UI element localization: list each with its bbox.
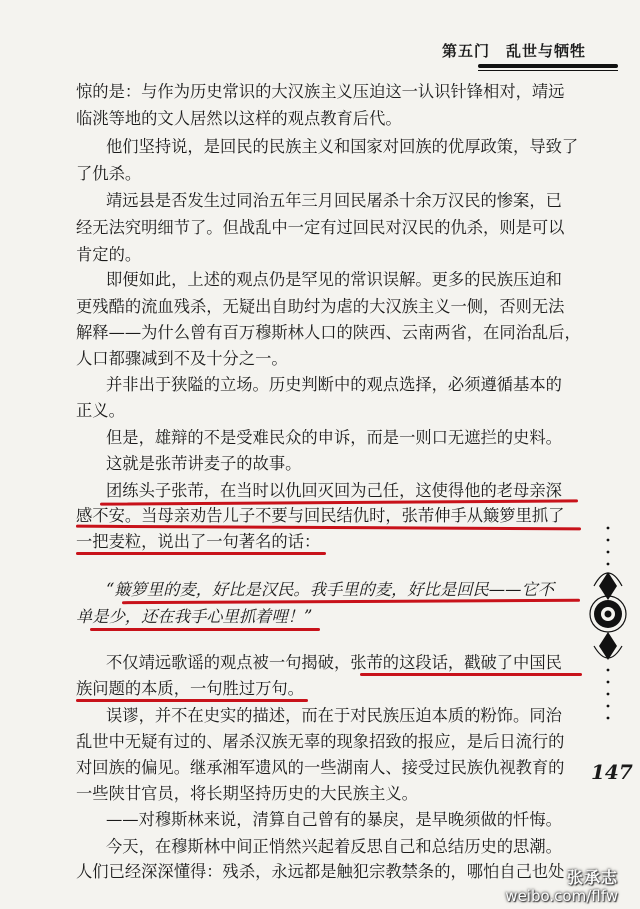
- text-line: 一些陕甘官员，将长期坚持历史的大民族主义。: [76, 784, 418, 803]
- text-line: 解释——为什么曾有百万穆斯林人口的陕西、云南两省，在同治乱后，: [76, 323, 581, 342]
- watermark: [505, 868, 618, 906]
- text-line: 正义。: [76, 401, 125, 420]
- quote-line: “簸箩里的麦，好比是汉民。我手里的麦，好比是回民——它不: [106, 580, 554, 599]
- text-line: 肯定的。: [76, 245, 142, 264]
- text-line: 乱世中无疑有过的、屠杀汉族无辜的现象招致的报应，是后日流行的: [76, 732, 565, 751]
- text-line: 对回族的偏见。继承湘军遗风的一些湖南人、接受过民族仇视教育的: [76, 758, 565, 777]
- text-line: 人口都骤减到不及十分之一。: [76, 349, 288, 368]
- text-line: 了仇杀。: [76, 164, 142, 183]
- red-underline: [90, 628, 320, 631]
- text-line: 今天，在穆斯林中间正悄然兴起着反思自己和总结历史的思潮。: [106, 837, 562, 856]
- margin-ornament: [588, 520, 628, 730]
- text-line: 即便如此，上述的观点仍是罕见的常识误解。更多的民族压迫和: [106, 270, 562, 289]
- red-underline: [360, 673, 582, 676]
- text-line: 不仅靖远歌谣的观点被一句揭破，张芾的这段话，戳破了中国民: [106, 653, 562, 672]
- text-line: 一把麦粒，说出了一句著名的话：: [76, 532, 321, 551]
- text-line: 他们坚持说，是回民的民族主义和国家对回族的优厚政策，导致了: [106, 137, 579, 156]
- text-line: 这就是张芾讲麦子的故事。: [106, 454, 302, 473]
- page-number: 147: [591, 760, 633, 784]
- text-line: 但是，雄辩的不是受难民众的申诉，而是一则口无遮拦的史料。: [106, 428, 562, 447]
- text-line: 经无法究明细节了。但战乱中一定有过回民对汉民的仇杀，则是可以: [76, 218, 565, 237]
- text-line: 并非出于狭隘的立场。历史判断中的观点选择，必须遵循基本的: [106, 375, 562, 394]
- watermark-handle: weibo.com/flfw: [505, 887, 618, 905]
- text-line: 族问题的本质，一句胜过万句。: [76, 679, 304, 698]
- text-line: 感不安。当母亲劝告儿子不要与回民结仇时，张芾伸手从簸箩里抓了: [76, 506, 565, 525]
- quote-line: 单是少，还在我手心里抓着哩！”: [76, 607, 313, 626]
- header-rule-thin: [478, 70, 618, 71]
- text-line: 人们已经深深懂得：残杀，永远都是触犯宗教禁条的，哪怕自己也处: [76, 862, 565, 881]
- red-underline: [76, 552, 326, 555]
- text-line: 误谬，并不在史实的描述，而在于对民族压迫本质的粉饰。同治: [106, 706, 562, 725]
- chapter-header: 第五门 乱世与牺牲: [441, 42, 586, 60]
- text-line: 更残酷的流血残杀，无疑出自助纣为虐的大汉族主义一侧，否则无法: [76, 297, 565, 316]
- watermark-name: 张承志: [566, 868, 618, 887]
- text-line: ——对穆斯林来说，清算自己曾有的暴戾，是早晚须做的忏悔。: [106, 810, 562, 829]
- text-line: 临洮等地的文人居然以这样的观点教育后代。: [76, 109, 402, 128]
- text-line: 靖远县是否发生过同治五年三月回民屠杀十余万汉民的惨案，已: [106, 191, 562, 210]
- text-line: 惊的是：与作为历史常识的大汉族主义压迫这一认识针锋相对，靖远: [76, 82, 565, 101]
- red-underline: [76, 699, 308, 702]
- text-line: 团练头子张芾，在当时以仇回灭回为己任，这使得他的老母亲深: [106, 481, 562, 500]
- header-rule: [478, 64, 618, 68]
